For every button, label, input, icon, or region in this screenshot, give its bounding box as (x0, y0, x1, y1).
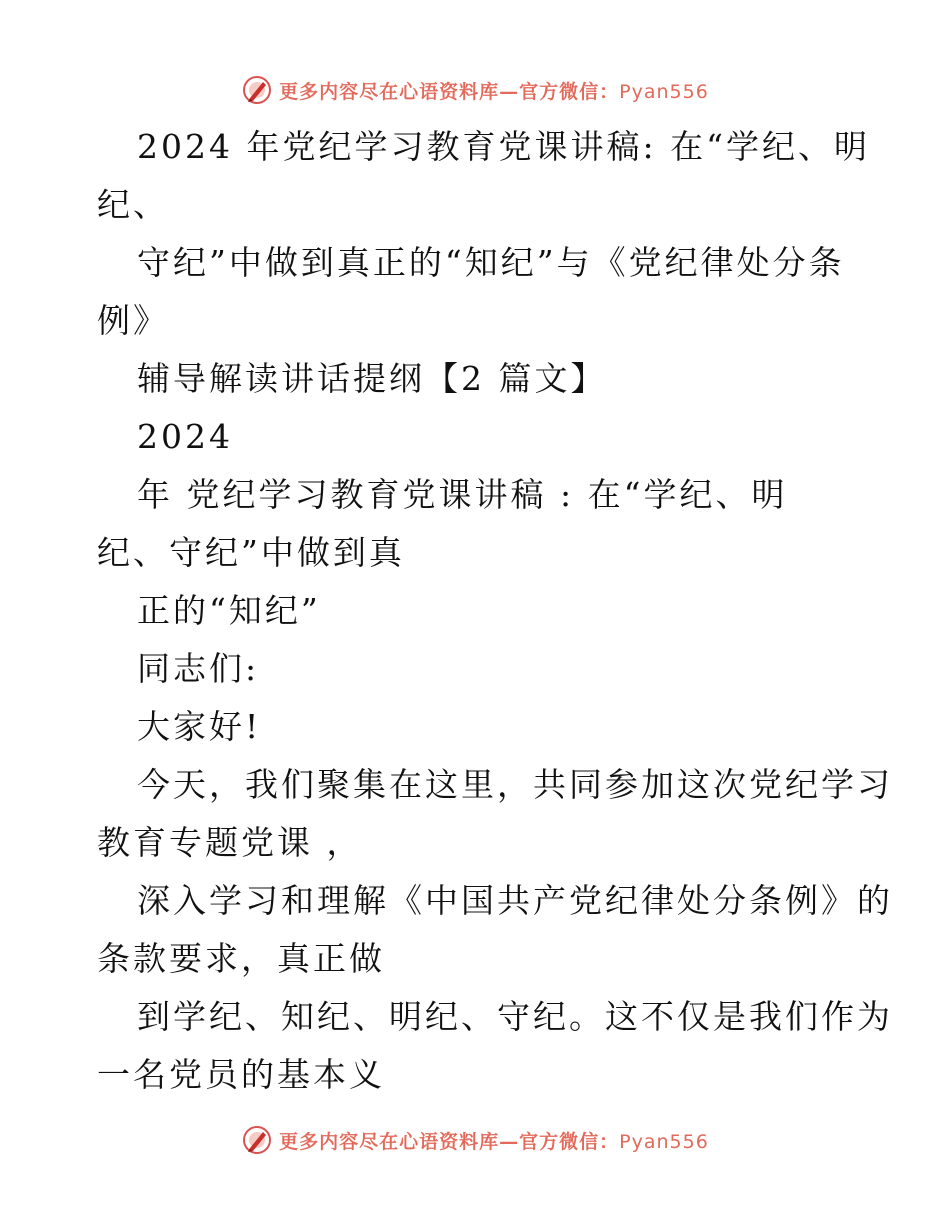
pen-logo-icon (241, 1124, 273, 1156)
watermark-text (279, 1127, 709, 1154)
text-line: 到学纪、知纪、明纪、守纪。这不仅是我们作为 (137, 997, 893, 1036)
watermark-label: 更多内容尽在心语资料库—官方微信： (279, 1130, 620, 1153)
text-line: 正的“知纪” (137, 591, 321, 630)
text-line: 一名党员的基本义 (97, 1055, 385, 1094)
watermark-handle: Pyan556 (619, 80, 709, 103)
watermark-label: 更多内容尽在心语资料库—官方微信： (279, 80, 620, 103)
text-line: 守纪”中做到真正的“知纪”与《党纪律处分条 (137, 243, 845, 282)
text-line: 年 党纪学习教育党课讲稿 : 在“学纪、明 (137, 475, 788, 514)
text-line: 大家好! (137, 707, 262, 746)
text-line: 纪、守纪”中做到真 (97, 533, 405, 572)
text-line: 辅导解读讲话提纲【2 篇文】 (137, 359, 607, 398)
text-line: 纪、 (97, 185, 169, 224)
pen-logo-icon (241, 74, 273, 106)
text-line: 深入学习和理解《中国共产党纪律处分条例》的 (137, 881, 893, 920)
watermark-handle: Pyan556 (619, 1130, 709, 1153)
text-line: 例》 (97, 301, 169, 340)
text-line: 2024 年党纪学习教育党课讲稿: 在“学纪、明 (137, 127, 870, 166)
text-line: 教育专题党课 ， (97, 823, 363, 862)
text-line: 同志们: (137, 649, 260, 688)
text-line: 2024 (137, 417, 233, 456)
document-body (97, 118, 893, 1104)
text-line: 条款要求，真正做 (97, 939, 385, 978)
watermark-text (279, 77, 709, 104)
footer-watermark (0, 1120, 950, 1160)
text-line: 今天，我们聚集在这里，共同参加这次党纪学习 (137, 765, 893, 804)
header-watermark (0, 70, 950, 110)
